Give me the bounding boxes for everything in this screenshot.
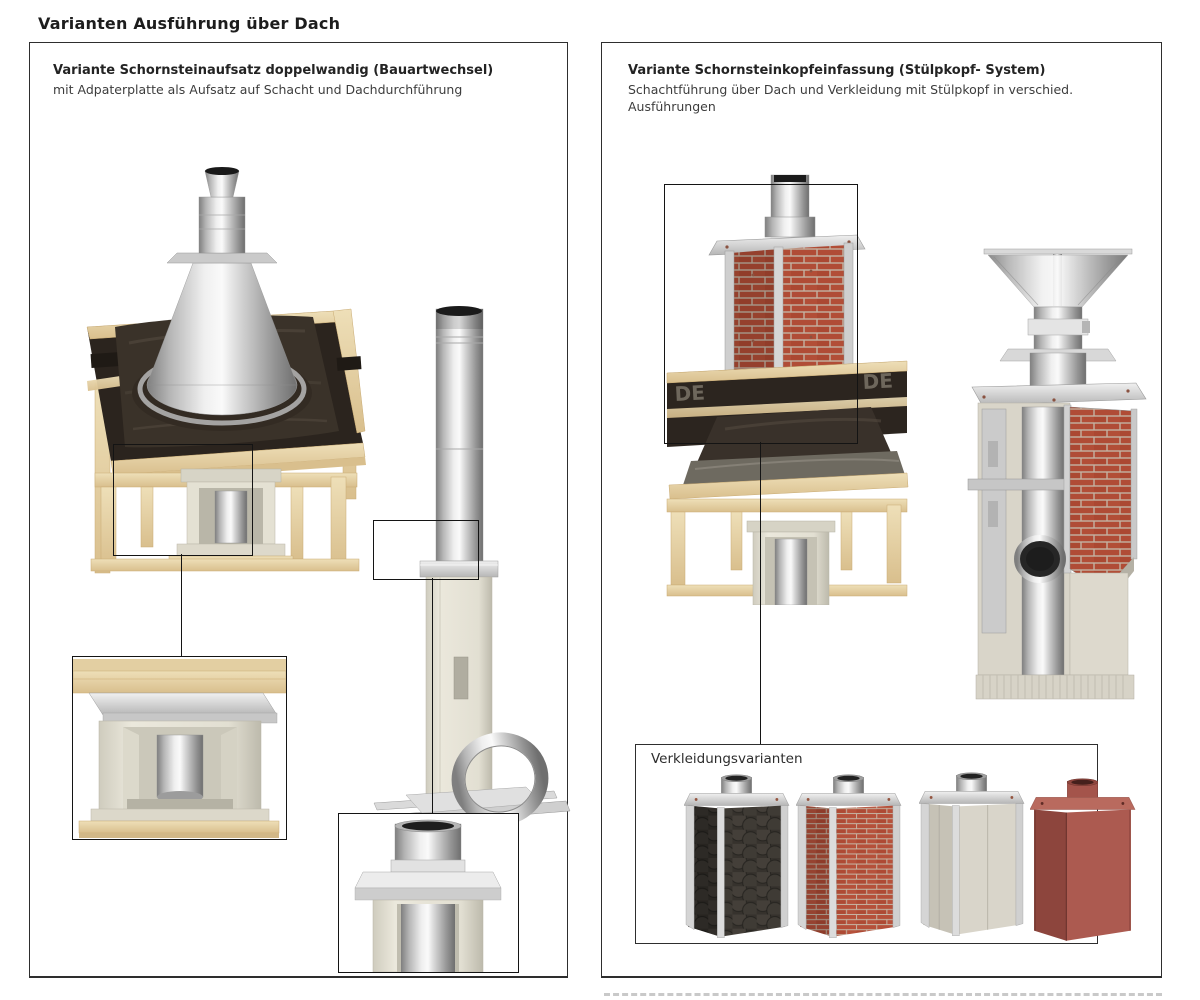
callout-rect-brick-head (664, 184, 858, 444)
variant-stainless-steel-cladding (919, 771, 1025, 943)
callout-line-brick-head (760, 442, 761, 744)
cutaway-body (968, 403, 1137, 675)
membrane-print-right: DE (862, 368, 894, 394)
panel-variant-stuelpkopf (601, 42, 1162, 978)
cladding-variants-box (635, 744, 1098, 944)
panel-variant-bauartwechsel (29, 42, 568, 978)
left-panel-title: Variante Schornsteinaufsatz doppelwandig (Bauartwechsel) (53, 63, 494, 78)
page-bottom-dash-line (604, 993, 1162, 996)
sub-roof-frame-and-shaft (667, 473, 908, 605)
steel-pipe-top (199, 167, 245, 253)
cap-pipe-and-plates (972, 307, 1146, 405)
detail-photo-adapter-plate (338, 813, 519, 973)
detail-photo-shaft-adapter (72, 656, 287, 840)
callout-rect-shaft (113, 444, 253, 556)
membrane-print-left: DE (674, 380, 706, 406)
right-panel-title: Variante Schornsteinkopfeinfassung (Stülpkopf- System) (628, 63, 1046, 78)
callout-line-adapter (432, 578, 433, 813)
right-panel-subtitle-line2: Ausführungen (628, 99, 716, 114)
photo-cutaway-chimney-head (964, 241, 1152, 707)
plinth (976, 675, 1134, 699)
callout-line-shaft (181, 554, 182, 656)
variant-brick-cladding (796, 773, 902, 945)
callout-rect-adapter (373, 520, 479, 580)
left-panel-subtitle: mit Adpaterplatte als Aufsatz auf Schacht und Dachdurchführung (53, 82, 463, 97)
page-title: Varianten Ausführung über Dach (38, 14, 341, 33)
right-panel-subtitle-line1: Schachtführung über Dach und Verkleidung mit Stülpkopf in verschied. (628, 82, 1074, 97)
variant-slate-scale-cladding (684, 773, 790, 945)
rain-cap (984, 249, 1132, 307)
variant-painted-red-cladding (1030, 777, 1136, 949)
cladding-variants-label: Verkleidungsvarianten (651, 751, 803, 767)
